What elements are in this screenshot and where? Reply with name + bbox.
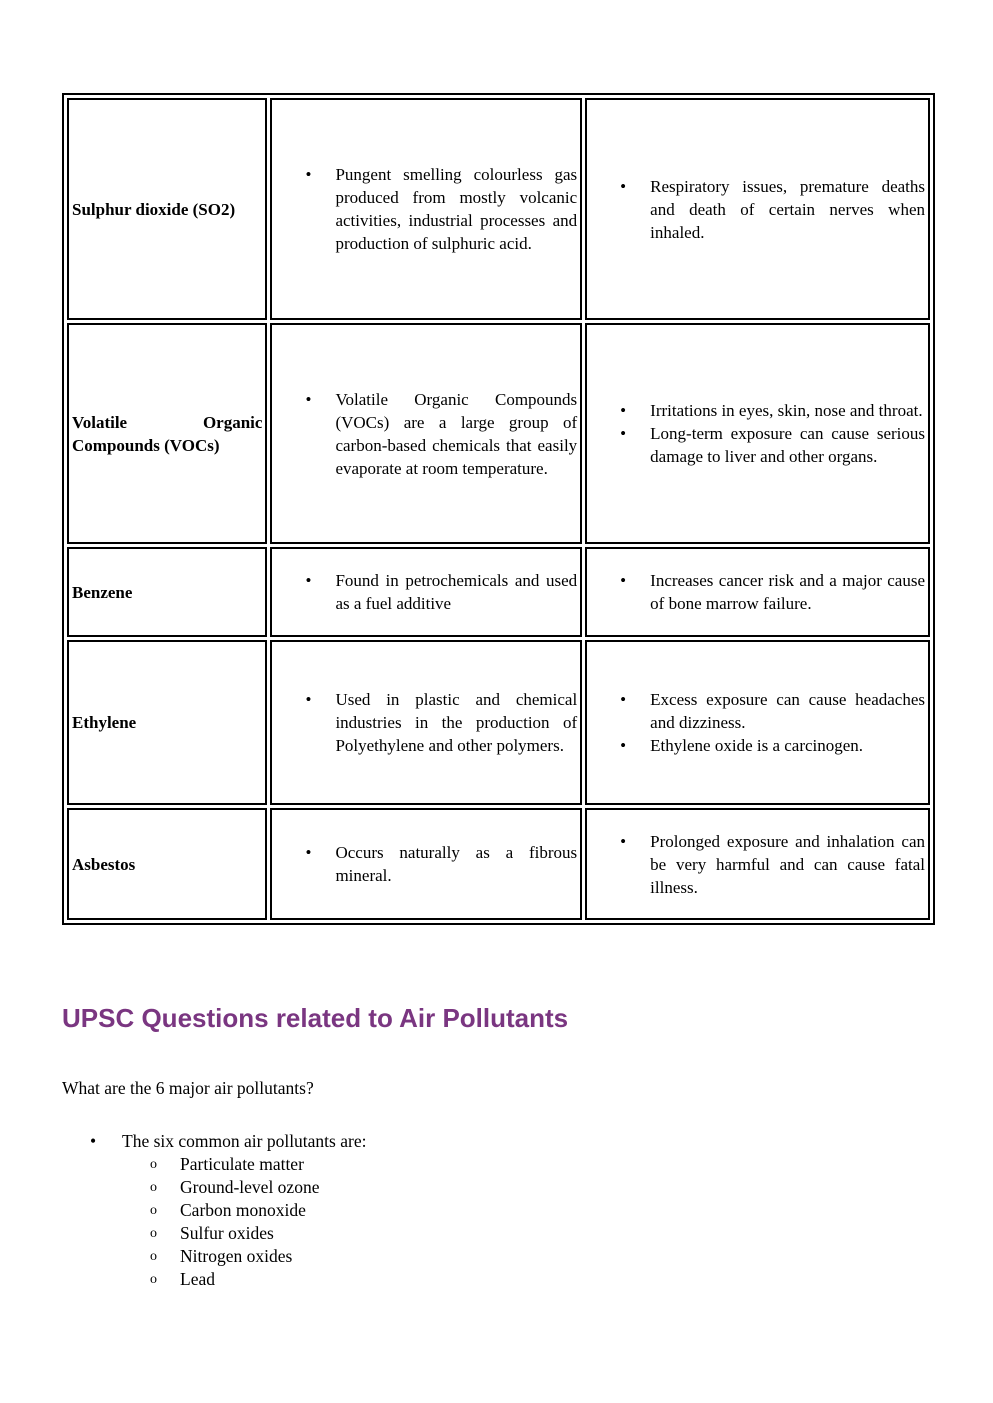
bullet-item: • Occurs naturally as a fibrous mineral. — [275, 841, 577, 887]
list-item: o Nitrogen oxides — [122, 1245, 935, 1268]
pollutant-description-cell — [270, 98, 582, 320]
table-row-vocs — [67, 323, 930, 544]
pollutant-description-cell — [270, 323, 582, 544]
air-pollutants-table — [62, 93, 935, 925]
pollutant-effects-cell — [585, 323, 930, 544]
pollutant-name-cell: Asbestos — [67, 808, 267, 920]
pollutant-name-cell: Ethylene — [67, 640, 267, 805]
pollutant-name-cell: Volatile Organic Compounds (VOCs) — [67, 323, 267, 544]
bullet-item: • Volatile Organic Compounds (VOCs) are a large group of carbon-based chemicals that easily evaporate at room temperature. — [275, 388, 577, 480]
list-item: o Sulfur oxides — [122, 1222, 935, 1245]
section-heading: UPSC Questions related to Air Pollutants — [62, 1003, 569, 1033]
list-item: o Particulate matter — [122, 1153, 935, 1176]
pollutant-description-cell — [270, 547, 582, 637]
pollutant-description-cell — [270, 640, 582, 805]
bullet-item: • Long-term exposure can cause serious damage to liver and other organs. — [590, 422, 925, 468]
answer-list — [62, 1130, 935, 1291]
answer-intro-label: The six common air pollutants are: — [122, 1131, 367, 1151]
list-item: o Ground-level ozone — [122, 1176, 935, 1199]
bullet-item: • Irritations in eyes, skin, nose and throat. — [590, 399, 925, 422]
bullet-item: • Excess exposure can cause headaches and dizziness. — [590, 688, 925, 734]
pollutant-name-cell: Sulphur dioxide (SO2) — [67, 98, 267, 320]
bullet-item: • Found in petrochemicals and used as a fuel additive — [275, 569, 577, 615]
answer-intro — [62, 1130, 935, 1291]
table-row-ethylene — [67, 640, 930, 805]
bullet-item: • Respiratory issues, premature deaths and death of certain nerves when inhaled. — [590, 175, 925, 244]
bullet-item: • Increases cancer risk and a major cause of bone marrow failure. — [590, 569, 925, 615]
pollutant-effects-cell — [585, 808, 930, 920]
bullet-item: • Prolonged exposure and inhalation can be very harmful and can cause fatal illness. — [590, 830, 925, 899]
list-item: o Lead — [122, 1268, 935, 1291]
bullet-item: • Ethylene oxide is a carcinogen. — [590, 734, 925, 757]
pollutant-effects-cell — [585, 640, 930, 805]
table-row-benzene — [67, 547, 930, 637]
bullet-item: • Used in plastic and chemical industries in the production of Polyethylene and other polymers. — [275, 688, 577, 757]
pollutant-sub-list — [122, 1153, 935, 1291]
pollutant-effects-cell — [585, 98, 930, 320]
table-row-asbestos — [67, 808, 930, 920]
pollutant-name-cell: Benzene — [67, 547, 267, 637]
list-item: o Carbon monoxide — [122, 1199, 935, 1222]
pollutant-effects-cell — [585, 547, 930, 637]
question-text: What are the 6 major air pollutants? — [62, 1078, 314, 1098]
pollutant-description-cell — [270, 808, 582, 920]
bullet-item: • Pungent smelling colourless gas produced from mostly volcanic activities, industrial processes and production of sulphuric acid. — [275, 163, 577, 255]
table-row-sulphur-dioxide — [67, 98, 930, 320]
